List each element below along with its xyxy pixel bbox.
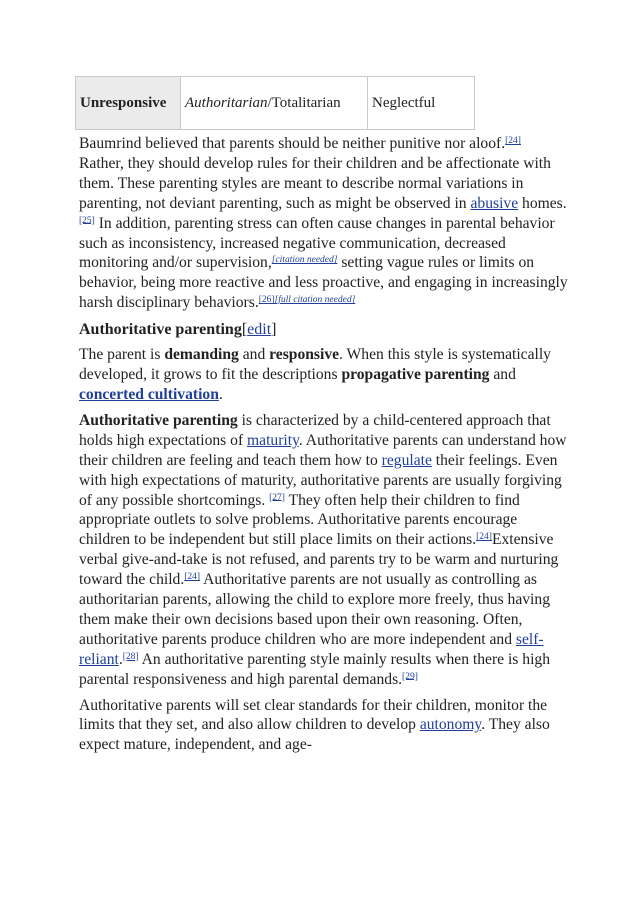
authoritarian-text: Authoritarian: [185, 94, 268, 111]
reference-26[interactable]: [26]: [258, 295, 275, 306]
regulate-link[interactable]: regulate: [381, 451, 432, 469]
self-reliant-link[interactable]: self-reliant: [79, 630, 544, 668]
section-heading-authoritative-parenting: Authoritative parenting[edit]: [79, 321, 277, 339]
article-content: [79, 134, 569, 761]
reference-29[interactable]: [29]: [402, 671, 418, 682]
citation-needed-note[interactable]: [citation needed]: [271, 255, 338, 266]
abusive-link[interactable]: abusive: [470, 194, 519, 212]
table-cell-unresponsive: Unresponsive: [76, 77, 181, 130]
reference-27[interactable]: [27]: [269, 492, 285, 503]
table-cell-authoritarian: [181, 77, 368, 130]
concerted-cultivation-link[interactable]: concerted cultivation: [79, 385, 219, 403]
autonomy-link[interactable]: autonomy: [419, 716, 482, 734]
table-cell-neglectful: Neglectful: [368, 77, 475, 130]
totalitarian-text: /Totalitarian: [267, 94, 341, 111]
paragraph-characterized: Authoritative parenting is characterized by a child-centered approach that holds high expectations of maturity. Authoritative parents can understand how their children are feeling and teach them how to regulate their feelings. Even with high expectations of maturity, authoritative parents are usually forgiving of any possible shortcomings. [27] They often help their children to find appropriate outlets to solve problems. Authoritative parents encourage children to be independent but still place limits on their actions.[24]Extensive verbal give-and-take is not refused, and parents try to be warm and nurturing toward the child.[24] Authoritative parents are not usually as controlling as authoritarian parents, allowing the child to explore more freely, thus having them make their own decisions based upon their own reasoning. Often, authoritative parents produce children who are more independent and self-reliant.[28] An authoritative parenting style mainly results when there is high parental responsiveness and high parental demands.[29]: [79, 411, 567, 688]
reference-24[interactable]: [24]: [476, 532, 492, 543]
reference-24[interactable]: [24]: [184, 571, 201, 582]
reference-28[interactable]: [28]: [122, 651, 139, 662]
table-row: [76, 77, 475, 130]
reference-25[interactable]: [25]: [79, 215, 95, 226]
reference-24[interactable]: [24]: [505, 135, 521, 146]
full-citation-needed-note[interactable]: [full citation needed]: [274, 295, 356, 306]
edit-link[interactable]: edit: [247, 321, 272, 339]
paragraph-demanding-responsive: The parent is demanding and responsive. When this style is systematically developed, it grows to fit the descriptions propagative parenting and concerted cultivation.: [79, 346, 551, 403]
paragraph-baumrind: Baumrind believed that parents should be neither punitive nor aloof.[24] Rather, they should develop rules for their children and be affectionate with them. These parenting styles are meant to describe normal variations in parenting, not deviant parenting, such as might be observed in abusive homes.[25] In addition, parenting stress can often cause changes in parental behavior such as inconsistency, increased negative communication, decreased monitoring and/or supervision,[citation needed] setting vague rules or limits on behavior, being more reactive and less proactive, and engaging in increasingly harsh disciplinary behaviors.[26][full citation needed]: [79, 135, 568, 312]
maturity-link[interactable]: maturity: [247, 431, 299, 449]
parenting-styles-table: [75, 76, 475, 130]
paragraph-standards: Authoritative parents will set clear standards for their children, monitor the limits that they set, and also allow children to develop autonomy. They also expect mature, independent, and age-: [79, 696, 550, 754]
